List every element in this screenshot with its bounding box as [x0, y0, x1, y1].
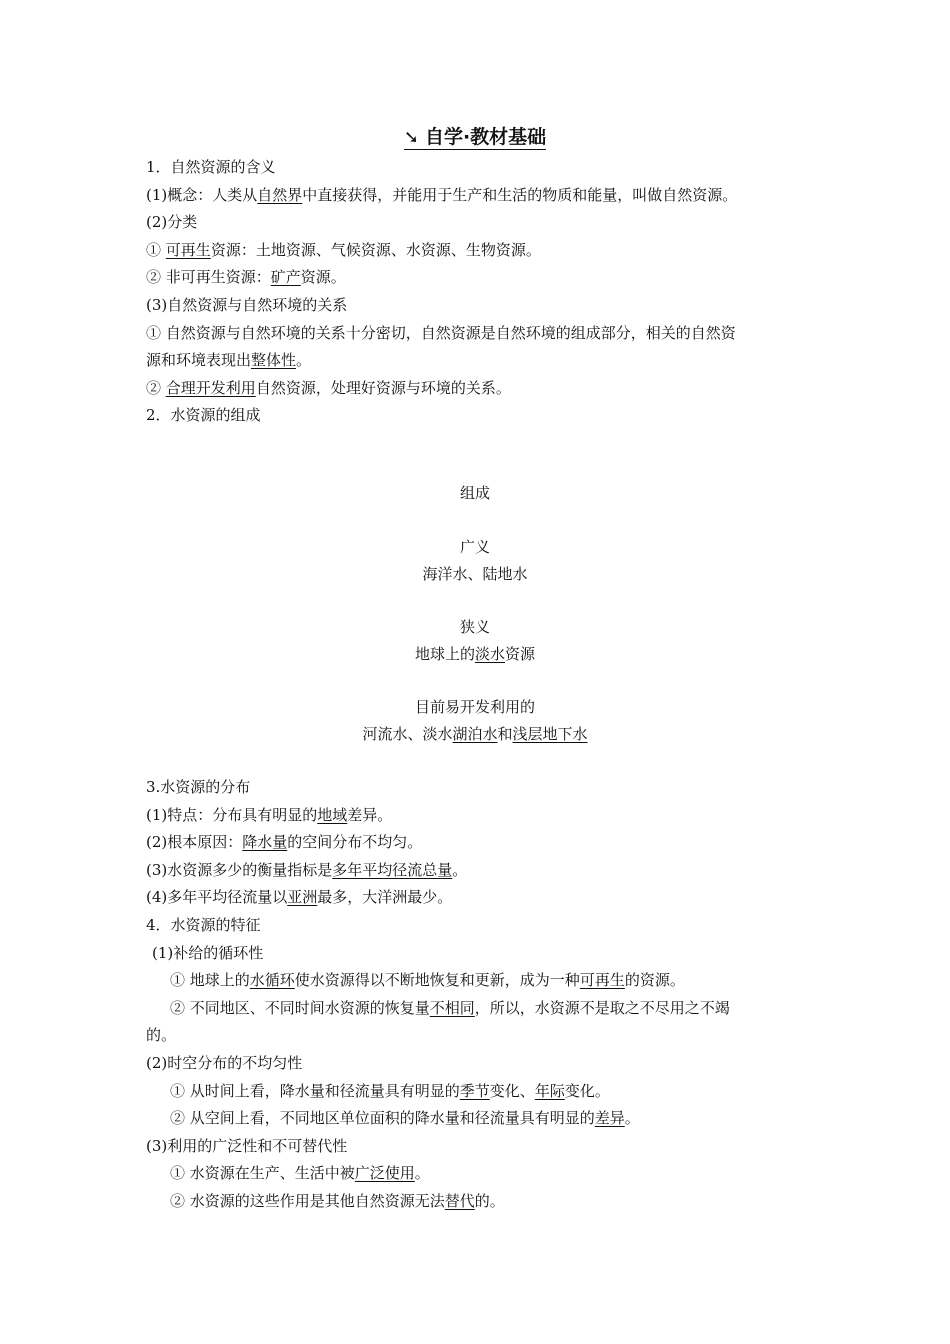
blank-answer: 降水量 — [242, 833, 288, 852]
concept-line: (1)概念：人类从自然界中直接获得，并能用于生产和生活的物质和能量，叫做自然资源。 — [146, 185, 738, 204]
section-water-resources — [146, 774, 811, 1216]
blank-answer: 差异 — [594, 1109, 625, 1128]
blank-answer: 多年平均径流总量 — [332, 860, 453, 879]
section1-heading: 1．自然资源的含义 — [146, 158, 276, 176]
blank-answer: 替代 — [444, 1191, 475, 1210]
section2-heading: 2．水资源的组成 — [146, 406, 261, 425]
section4-heading: 4．水资源的特征 — [146, 915, 261, 934]
feature-1-heading: (1)补给的循环性 — [152, 943, 264, 962]
blank-answer: 地域 — [317, 805, 348, 824]
distribution-3: (3)水资源多少的衡量指标是多年平均径流总量。 — [146, 860, 468, 879]
feature-1a: ① 地球上的水循环使水资源得以不断地恢复和更新，成为一种可再生的资源。 — [170, 971, 685, 990]
blank-answer: 可再生 — [579, 971, 625, 990]
blank-answer: 合理开发利用 — [165, 378, 256, 397]
blank-answer: 自然界 — [257, 185, 303, 204]
blank-answer: 湖泊水 — [452, 725, 498, 743]
feature-3-heading: (3)利用的广泛性和不可替代性 — [146, 1136, 348, 1155]
relation-heading: (3)自然资源与自然环境的关系 — [146, 295, 348, 314]
nonrenewable-line: ② 非可再生资源：矿产资源。 — [146, 268, 346, 287]
relation-2: ② 合理开发利用自然资源，处理好资源与环境的关系。 — [146, 378, 511, 397]
blank-answer: 整体性 — [251, 351, 297, 370]
diagram-current-value: 河流水、淡水湖泊水和浅层地下水 — [362, 725, 588, 743]
diagram-narrow-label: 狭义 — [459, 618, 490, 636]
relation-1-line2: 源和环境表现出整体性。 — [146, 351, 312, 370]
section-natural-resources — [146, 154, 811, 430]
distribution-2: (2)根本原因：降水量的空间分布不均匀。 — [146, 833, 423, 852]
blank-answer: 可再生 — [165, 240, 211, 259]
section3-heading: 3.水资源的分布 — [146, 778, 251, 796]
feature-3b: ② 水资源的这些作用是其他自然资源无法替代的。 — [170, 1191, 505, 1210]
feature-1b-line2: 的。 — [146, 1026, 177, 1045]
feature-3a: ① 水资源在生产、生活中被广泛使用。 — [170, 1164, 430, 1183]
diagram-broad-value: 海洋水、陆地水 — [422, 565, 528, 583]
diagram-current-label: 目前易开发利用的 — [414, 698, 535, 716]
feature-2-heading: (2)时空分布的不均匀性 — [146, 1053, 303, 1072]
renewable-line: ① 可再生资源：土地资源、气候资源、水资源、生物资源。 — [146, 240, 541, 259]
blank-answer: 不相同 — [429, 998, 475, 1017]
arrow-icon: ➘ — [403, 127, 419, 148]
blank-answer: 淡水 — [474, 645, 505, 663]
blank-answer: 年际 — [534, 1081, 565, 1100]
class-heading: (2)分类 — [146, 213, 198, 232]
feature-2b: ② 从空间上看，不同地区单位面积的降水量和径流量具有明显的差异。 — [170, 1109, 640, 1128]
blank-answer: 季节 — [459, 1081, 490, 1100]
title-text: 自学·教材基础 — [424, 126, 547, 148]
blank-answer: 矿产 — [270, 268, 301, 287]
feature-2a: ① 从时间上看，降水量和径流量具有明显的季节变化、年际变化。 — [170, 1081, 610, 1100]
page-title — [0, 122, 950, 149]
feature-1b: ② 不同地区、不同时间水资源的恢复量不相同，所以，水资源不是取之不尽用之不竭 — [170, 998, 730, 1017]
distribution-4: (4)多年平均径流量以亚洲最多，大洋洲最少。 — [146, 888, 453, 907]
blank-answer: 水循环 — [249, 971, 295, 990]
diagram-narrow-value: 地球上的淡水资源 — [414, 645, 536, 663]
distribution-1: (1)特点：分布具有明显的地域差异。 — [146, 805, 393, 824]
blank-answer: 广泛使用 — [354, 1164, 415, 1183]
diagram-broad-label: 广义 — [459, 538, 490, 556]
diagram-root: 组成 — [459, 484, 490, 502]
blank-answer: 浅层地下水 — [512, 725, 588, 743]
relation-1-line1: ① 自然资源与自然环境的关系十分密切，自然资源是自然环境的组成部分，相关的自然资 — [146, 323, 736, 342]
blank-answer: 亚洲 — [287, 888, 318, 907]
